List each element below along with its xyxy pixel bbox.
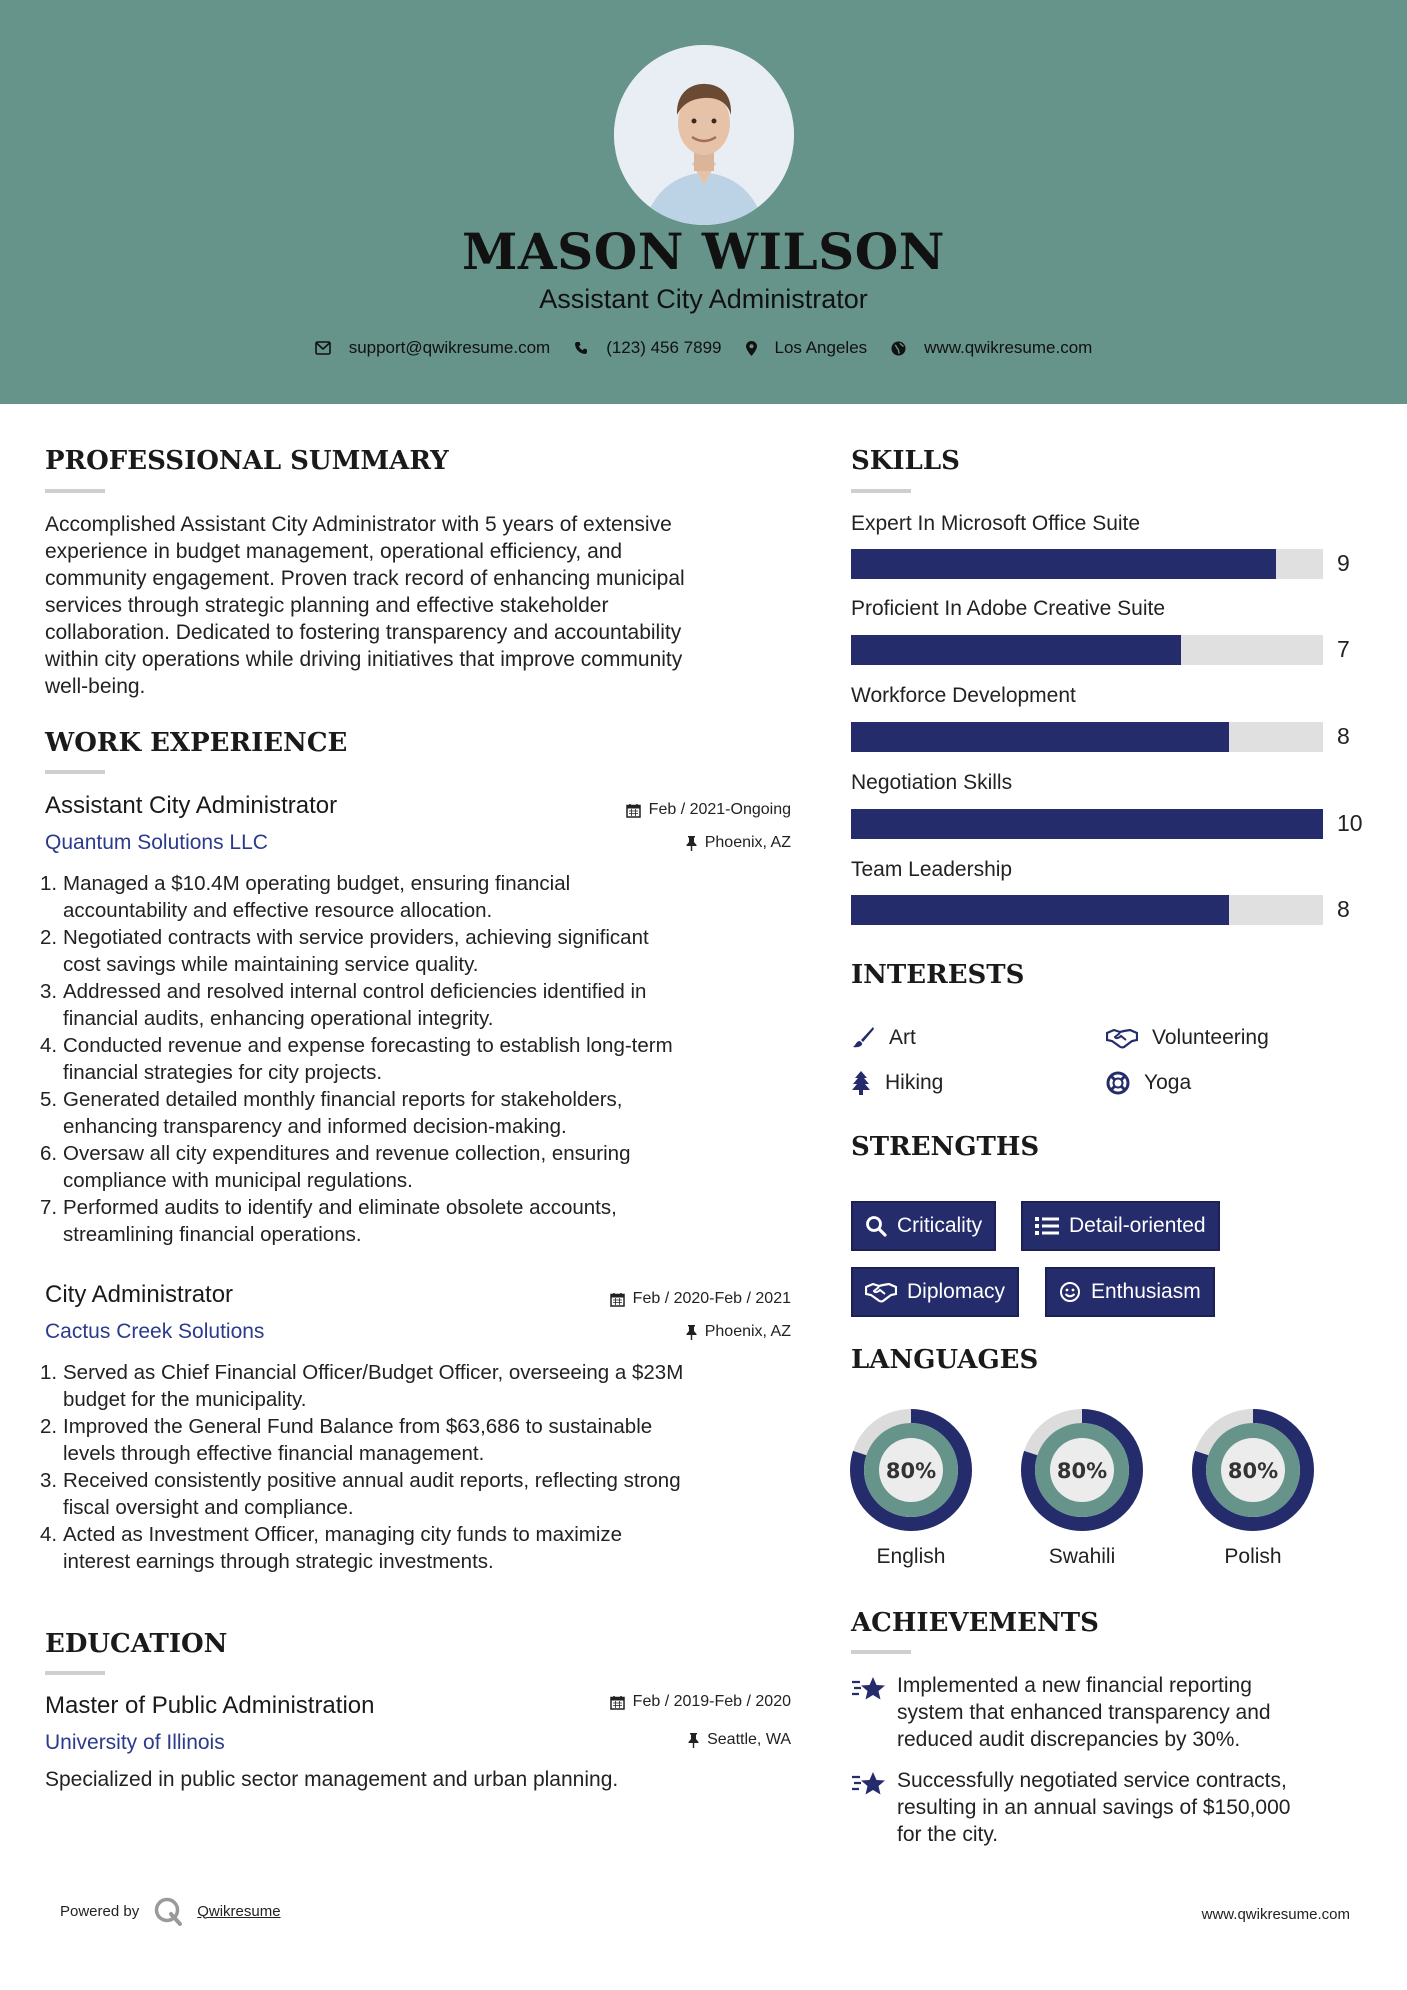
bullet-number: 1. (40, 1361, 58, 1384)
bullet-number: 7. (40, 1196, 58, 1219)
envelope-icon (315, 341, 331, 355)
profile-photo-image (614, 45, 794, 225)
language-ring (1020, 1408, 1144, 1532)
job-bullets (40, 1359, 805, 1575)
summary-line: services through strategic planning and effective stakeholder (45, 594, 609, 617)
bullet-line: fiscal oversight and compliance. (63, 1496, 354, 1519)
bullet-line: Addressed and resolved internal control deficiencies identified in (63, 980, 647, 1003)
achievement-line: system that enhanced transparency and (897, 1701, 1271, 1724)
calendar-icon (626, 803, 641, 818)
bullet-number: 3. (40, 1469, 58, 1492)
language-name: English (876, 1545, 946, 1568)
bullet-number: 6. (40, 1142, 58, 1165)
education-heading-rule (45, 1671, 105, 1675)
bullet-line: financial audits, enhancing operational integrity. (63, 1007, 494, 1030)
skill-bar-fill (851, 895, 1229, 925)
skill-bar (851, 722, 1323, 752)
job-title: Assistant City Administrator (45, 792, 338, 819)
job-location-text: Phoenix, AZ (704, 834, 791, 851)
bullet-number: 3. (40, 980, 58, 1003)
achievement-text (897, 1767, 1290, 1848)
language-name: Polish (1224, 1545, 1282, 1568)
bullet-number: 5. (40, 1088, 58, 1111)
education-location (688, 1731, 791, 1749)
skill-label: Negotiation Skills (851, 771, 1013, 794)
bullet-line: Negotiated contracts with service providers, achieving significant (63, 926, 649, 949)
bullet-item (40, 1467, 805, 1521)
bullet-item (40, 1521, 805, 1575)
interest-item (851, 1026, 916, 1050)
bullet-line: accountability and effective resource allocation. (63, 899, 493, 922)
interests-heading: INTERESTS (851, 960, 1025, 990)
education-description: Specialized in public sector management and urban planning. (45, 1768, 619, 1791)
interest-label: Art (889, 1026, 916, 1049)
language-percent: 80% (1056, 1459, 1108, 1483)
company-name: Quantum Solutions LLC (45, 831, 268, 854)
bullet-number: 4. (40, 1034, 58, 1057)
strength-label: Detail-oriented (1069, 1214, 1206, 1237)
bullet-item (40, 1194, 805, 1248)
bullet-item (40, 1359, 805, 1413)
bullet-line: cost savings while maintaining service quality. (63, 953, 479, 976)
pushpin-icon (686, 1325, 697, 1340)
strength-badge (851, 1267, 1019, 1317)
bullet-number: 2. (40, 926, 58, 949)
strength-badge (1021, 1201, 1220, 1251)
language-percent: 80% (1227, 1459, 1279, 1483)
bullet-item (40, 1413, 805, 1467)
bullet-item (40, 924, 805, 978)
language-ring (849, 1408, 973, 1532)
strength-label: Criticality (897, 1214, 983, 1237)
language-percent: 80% (885, 1459, 937, 1483)
bullet-number: 4. (40, 1523, 58, 1546)
bullet-item (40, 1032, 805, 1086)
candidate-role: Assistant City Administrator (539, 284, 868, 314)
calendar-icon (610, 1695, 625, 1710)
bullet-line: financial strategies for city projects. (63, 1061, 383, 1084)
skill-score: 8 (1337, 896, 1350, 922)
summary-line: well-being. (45, 675, 146, 698)
skill-bar-fill (851, 549, 1276, 579)
map-pin-icon (746, 341, 757, 356)
skill-bar (851, 549, 1323, 579)
summary-line: experience in budget management, operational efficiency, and (45, 540, 623, 563)
handshake-icon (1106, 1027, 1138, 1049)
interest-label: Hiking (885, 1071, 944, 1094)
achievement-line: Implemented a new financial reporting (897, 1674, 1252, 1697)
header-banner (0, 0, 1407, 404)
bullet-item (40, 1086, 805, 1140)
skill-score: 8 (1337, 723, 1350, 749)
bullet-line: Acted as Investment Officer, managing city funds to maximize (63, 1523, 623, 1546)
bullet-line: Generated detailed monthly financial reports for stakeholders, (63, 1088, 623, 1111)
search-icon (865, 1215, 887, 1237)
languages-heading: LANGUAGES (851, 1345, 1039, 1375)
candidate-name: MASON WILSON (462, 222, 945, 281)
bullet-line: Received consistently positive annual audit reports, reflecting strong (63, 1469, 681, 1492)
job-location-text: Phoenix, AZ (704, 1323, 791, 1340)
globe-icon (891, 341, 906, 356)
pushpin-icon (686, 836, 697, 851)
strength-badge (1045, 1267, 1215, 1317)
phone-icon (574, 341, 588, 355)
contact-location (746, 338, 868, 358)
education-heading: EDUCATION (45, 1629, 228, 1659)
education-dates-text: Feb / 2019-Feb / 2020 (632, 1693, 791, 1710)
skill-bar-fill (851, 635, 1181, 665)
job-dates-text: Feb / 2020-Feb / 2021 (632, 1290, 791, 1307)
paintbrush-icon (851, 1026, 875, 1050)
summary-heading-rule (45, 489, 105, 493)
interest-item (1106, 1071, 1191, 1095)
summary-text (45, 511, 805, 700)
list-icon (1035, 1216, 1059, 1236)
skill-bar (851, 635, 1323, 665)
company-name: Cactus Creek Solutions (45, 1320, 265, 1343)
achievements-heading-rule (851, 1650, 911, 1654)
summary-line: community engagement. Proven track record of enhancing municipal (45, 567, 685, 590)
handshake-icon (865, 1281, 897, 1303)
footer-powered-label: Powered by (60, 1902, 140, 1920)
footer-brand-link[interactable]: Qwikresume (197, 1902, 281, 1920)
pushpin-icon (688, 1733, 699, 1748)
skill-label: Workforce Development (851, 684, 1076, 707)
skills-heading-rule (851, 489, 911, 493)
contact-website[interactable] (891, 338, 1092, 358)
interest-label: Yoga (1144, 1071, 1192, 1094)
bullet-item (40, 978, 805, 1032)
skill-label: Team Leadership (851, 858, 1013, 881)
tree-icon (851, 1071, 871, 1095)
bullet-item (40, 1140, 805, 1194)
skills-heading: SKILLS (851, 446, 960, 476)
job-dates (610, 1290, 791, 1308)
bullet-line: Performed audits to identify and eliminate obsolete accounts, (63, 1196, 617, 1219)
strength-label: Diplomacy (907, 1280, 1006, 1303)
job-bullets (40, 870, 805, 1248)
job-dates (626, 801, 791, 819)
skill-label: Expert In Microsoft Office Suite (851, 512, 1141, 535)
contact-email-text: support@qwikresume.com (348, 338, 551, 357)
job-title: City Administrator (45, 1281, 234, 1308)
contact-location-text: Los Angeles (774, 338, 868, 357)
bullet-line: compliance with municipal regulations. (63, 1169, 413, 1192)
footer-site[interactable]: www.qwikresume.com (1201, 1906, 1350, 1923)
bullet-line: interest earnings through strategic investments. (63, 1550, 494, 1573)
language-name: Swahili (1048, 1545, 1116, 1568)
contact-email[interactable] (315, 338, 551, 358)
education-location-text: Seattle, WA (707, 1731, 791, 1748)
summary-line: Accomplished Assistant City Administrator with 5 years of extensive (45, 513, 672, 536)
contact-phone[interactable] (574, 338, 721, 358)
bullet-line: levels through effective financial management. (63, 1442, 485, 1465)
contact-bar (0, 338, 1407, 358)
star-award-icon (851, 1769, 889, 1799)
interest-label: Volunteering (1152, 1026, 1269, 1049)
achievements-heading: ACHIEVEMENTS (851, 1608, 1099, 1638)
bullet-line: Conducted revenue and expense forecasting to establish long-term (63, 1034, 673, 1057)
star-award-icon (851, 1674, 889, 1704)
skill-score: 7 (1337, 636, 1350, 662)
achievement-text (897, 1672, 1271, 1753)
contact-phone-text: (123) 456 7899 (606, 338, 722, 357)
bullet-line: enhancing transparency and informed decision-making. (63, 1115, 567, 1138)
bullet-number: 2. (40, 1415, 58, 1438)
bullet-number: 1. (40, 872, 58, 895)
language-ring (1191, 1408, 1315, 1532)
skill-bar-fill (851, 722, 1229, 752)
achievement-line: reduced audit discrepancies by 30%. (897, 1728, 1241, 1751)
skill-label: Proficient In Adobe Creative Suite (851, 597, 1166, 620)
contact-website-text: www.qwikresume.com (924, 338, 1093, 357)
calendar-icon (610, 1292, 625, 1307)
strengths-heading: STRENGTHS (851, 1132, 1040, 1162)
job-dates-text: Feb / 2021-Ongoing (648, 801, 791, 818)
strength-badge (851, 1201, 996, 1251)
bullet-line: streamlining financial operations. (63, 1223, 362, 1246)
achievement-item (851, 1672, 1371, 1753)
experience-heading: WORK EXPERIENCE (45, 728, 348, 758)
footer-powered-by (60, 1896, 281, 1926)
summary-heading: PROFESSIONAL SUMMARY (45, 446, 449, 476)
degree-title: Master of Public Administration (45, 1692, 375, 1719)
interest-item (851, 1071, 943, 1095)
school-name: University of Illinois (45, 1731, 225, 1754)
achievement-line: for the city. (897, 1823, 999, 1846)
skill-bar (851, 809, 1323, 839)
strength-label: Enthusiasm (1091, 1280, 1201, 1303)
summary-line: collaboration. Dedicated to fostering transparency and accountability (45, 621, 682, 644)
bullet-line: Served as Chief Financial Officer/Budget Officer, overseeing a $23M (63, 1361, 684, 1384)
interest-item (1106, 1026, 1269, 1050)
job-location (686, 834, 791, 852)
bullet-line: Improved the General Fund Balance from $63,686 to sustainable (63, 1415, 653, 1438)
lifebuoy-icon (1106, 1071, 1130, 1095)
bullet-line: budget for the municipality. (63, 1388, 307, 1411)
experience-heading-rule (45, 770, 105, 774)
achievement-item (851, 1767, 1371, 1848)
skill-score: 9 (1337, 550, 1350, 576)
bullet-item (40, 870, 805, 924)
skill-bar (851, 895, 1323, 925)
achievement-line: Successfully negotiated service contracts, (897, 1769, 1287, 1792)
skill-bar-fill (851, 809, 1323, 839)
bullet-line: Managed a $10.4M operating budget, ensuring financial (63, 872, 571, 895)
achievement-line: resulting in an annual savings of $150,000 (897, 1796, 1291, 1819)
profile-photo (614, 45, 794, 225)
education-dates (610, 1693, 791, 1711)
qwikresume-logo-icon (153, 1896, 183, 1926)
job-location (686, 1323, 791, 1341)
summary-line: within city operations while driving initiatives that improve community (45, 648, 683, 671)
bullet-line: Oversaw all city expenditures and revenue collection, ensuring (63, 1142, 631, 1165)
skill-score: 10 (1337, 810, 1363, 836)
smile-icon (1059, 1281, 1081, 1303)
